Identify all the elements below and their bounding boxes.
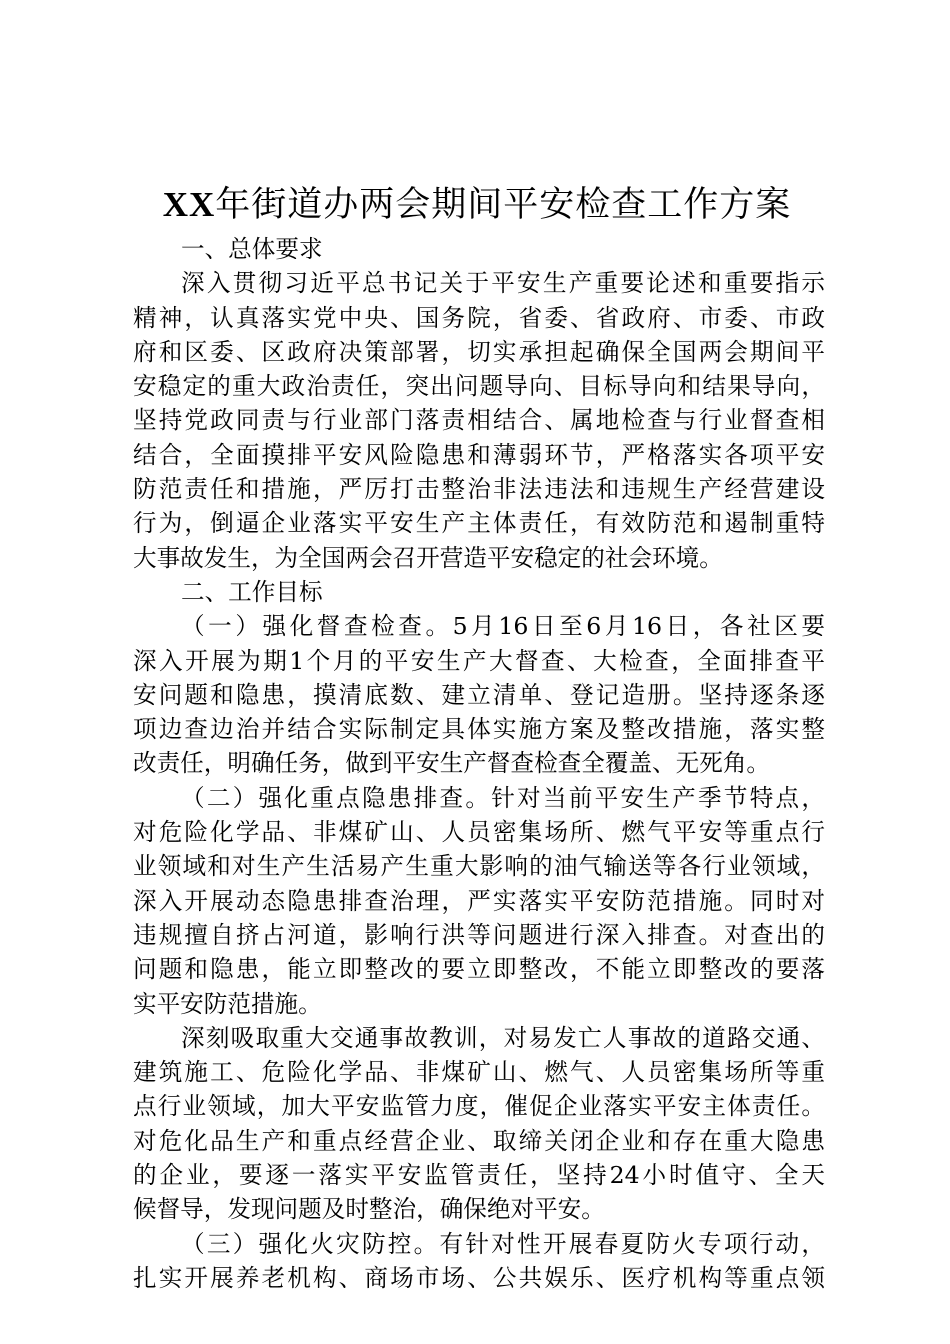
title-text: 年街道办两会期间平安检查工作方案 [215,185,792,225]
paragraph-line: 深入贯彻习近平总书记关于平安生产重要论述和重要指示 [181,269,825,298]
paragraph-line: 对危险化学品、非煤矿山、人员密集场所、燃气平安等重点行 [133,818,825,847]
paragraph-line: 大事故发生，为全国两会召开营造平安稳定的社会环境。 [133,543,723,572]
paragraph-line: 结合，全面摸排平安风险隐患和薄弱环节，严格落实各项平安 [133,440,825,469]
paragraph-line: 的企业，要逐一落实平安监管责任，坚持24小时值守、全天 [133,1161,825,1190]
paragraph-line: 府和区委、区政府决策部署，切实承担起确保全国两会期间平 [133,337,825,366]
paragraph-line: 坚持党政同责与行业部门落责相结合、属地检查与行业督查相 [133,406,825,435]
document-body [133,232,825,1295]
paragraph-line: 实平安防范措施。 [133,989,322,1018]
paragraph-line: 建筑施工、危险化学品、非煤矿山、燃气、人员密集场所等重 [133,1058,825,1087]
document-title [132,180,822,230]
paragraph-line: 安问题和隐患，摸清底数、建立清单、登记造册。坚持逐条逐 [133,680,825,709]
paragraph-line: （一）强化督查检查。5月16日至6月16日，各社区要 [181,612,825,641]
paragraph-line: 项边查边治并结合实际制定具体实施方案及整改措施，落实整 [133,715,825,744]
paragraph-line: 改责任，明确任务，做到平安生产督查检查全覆盖、无死角。 [133,749,771,778]
title-prefix: XX [162,185,216,224]
paragraph-line: 精神，认真落实党中央、国务院，省委、省政府、市委、市政 [133,303,825,332]
paragraph-line: 对危化品生产和重点经营企业、取缔关闭企业和存在重大隐患 [133,1126,825,1155]
paragraph-line: 防范责任和措施，严厉打击整治非法违法和违规生产经营建设 [133,475,825,504]
paragraph-line: 违规擅自挤占河道，影响行洪等问题进行深入排查。对查出的 [133,920,825,949]
paragraph-line: 候督导，发现问题及时整治，确保绝对平安。 [133,1195,605,1224]
paragraph-line: 深入开展为期1个月的平安生产大督查、大检查，全面排查平 [133,646,825,675]
paragraph-line: 深入开展动态隐患排查治理，严实落实平安防范措施。同时对 [133,886,825,915]
paragraph-line: （二）强化重点隐患排查。针对当前平安生产季节特点， [181,783,825,812]
paragraph-line: 业领域和对生产生活易产生重大影响的油气输送等各行业领域， [133,852,825,881]
paragraph-line: 扎实开展养老机构、商场市场、公共娱乐、医疗机构等重点领 [133,1263,825,1292]
paragraph-line: 深刻吸取重大交通事故教训，对易发亡人事故的道路交通、 [181,1023,825,1052]
paragraph-line: 行为，倒逼企业落实平安生产主体责任，有效防范和遏制重特 [133,509,825,538]
section-heading: 二、工作目标 [181,577,323,606]
paragraph-line: 点行业领域，加大平安监管力度，催促企业落实平安主体责任。 [133,1092,825,1121]
paragraph-line: （三）强化火灾防控。有针对性开展春夏防火专项行动， [181,1229,825,1258]
paragraph-line: 安稳定的重大政治责任，突出问题导向、目标导向和结果导向， [133,372,825,401]
paragraph-line: 问题和隐患，能立即整改的要立即整改，不能立即整改的要落 [133,955,825,984]
section-heading: 一、总体要求 [181,235,323,263]
